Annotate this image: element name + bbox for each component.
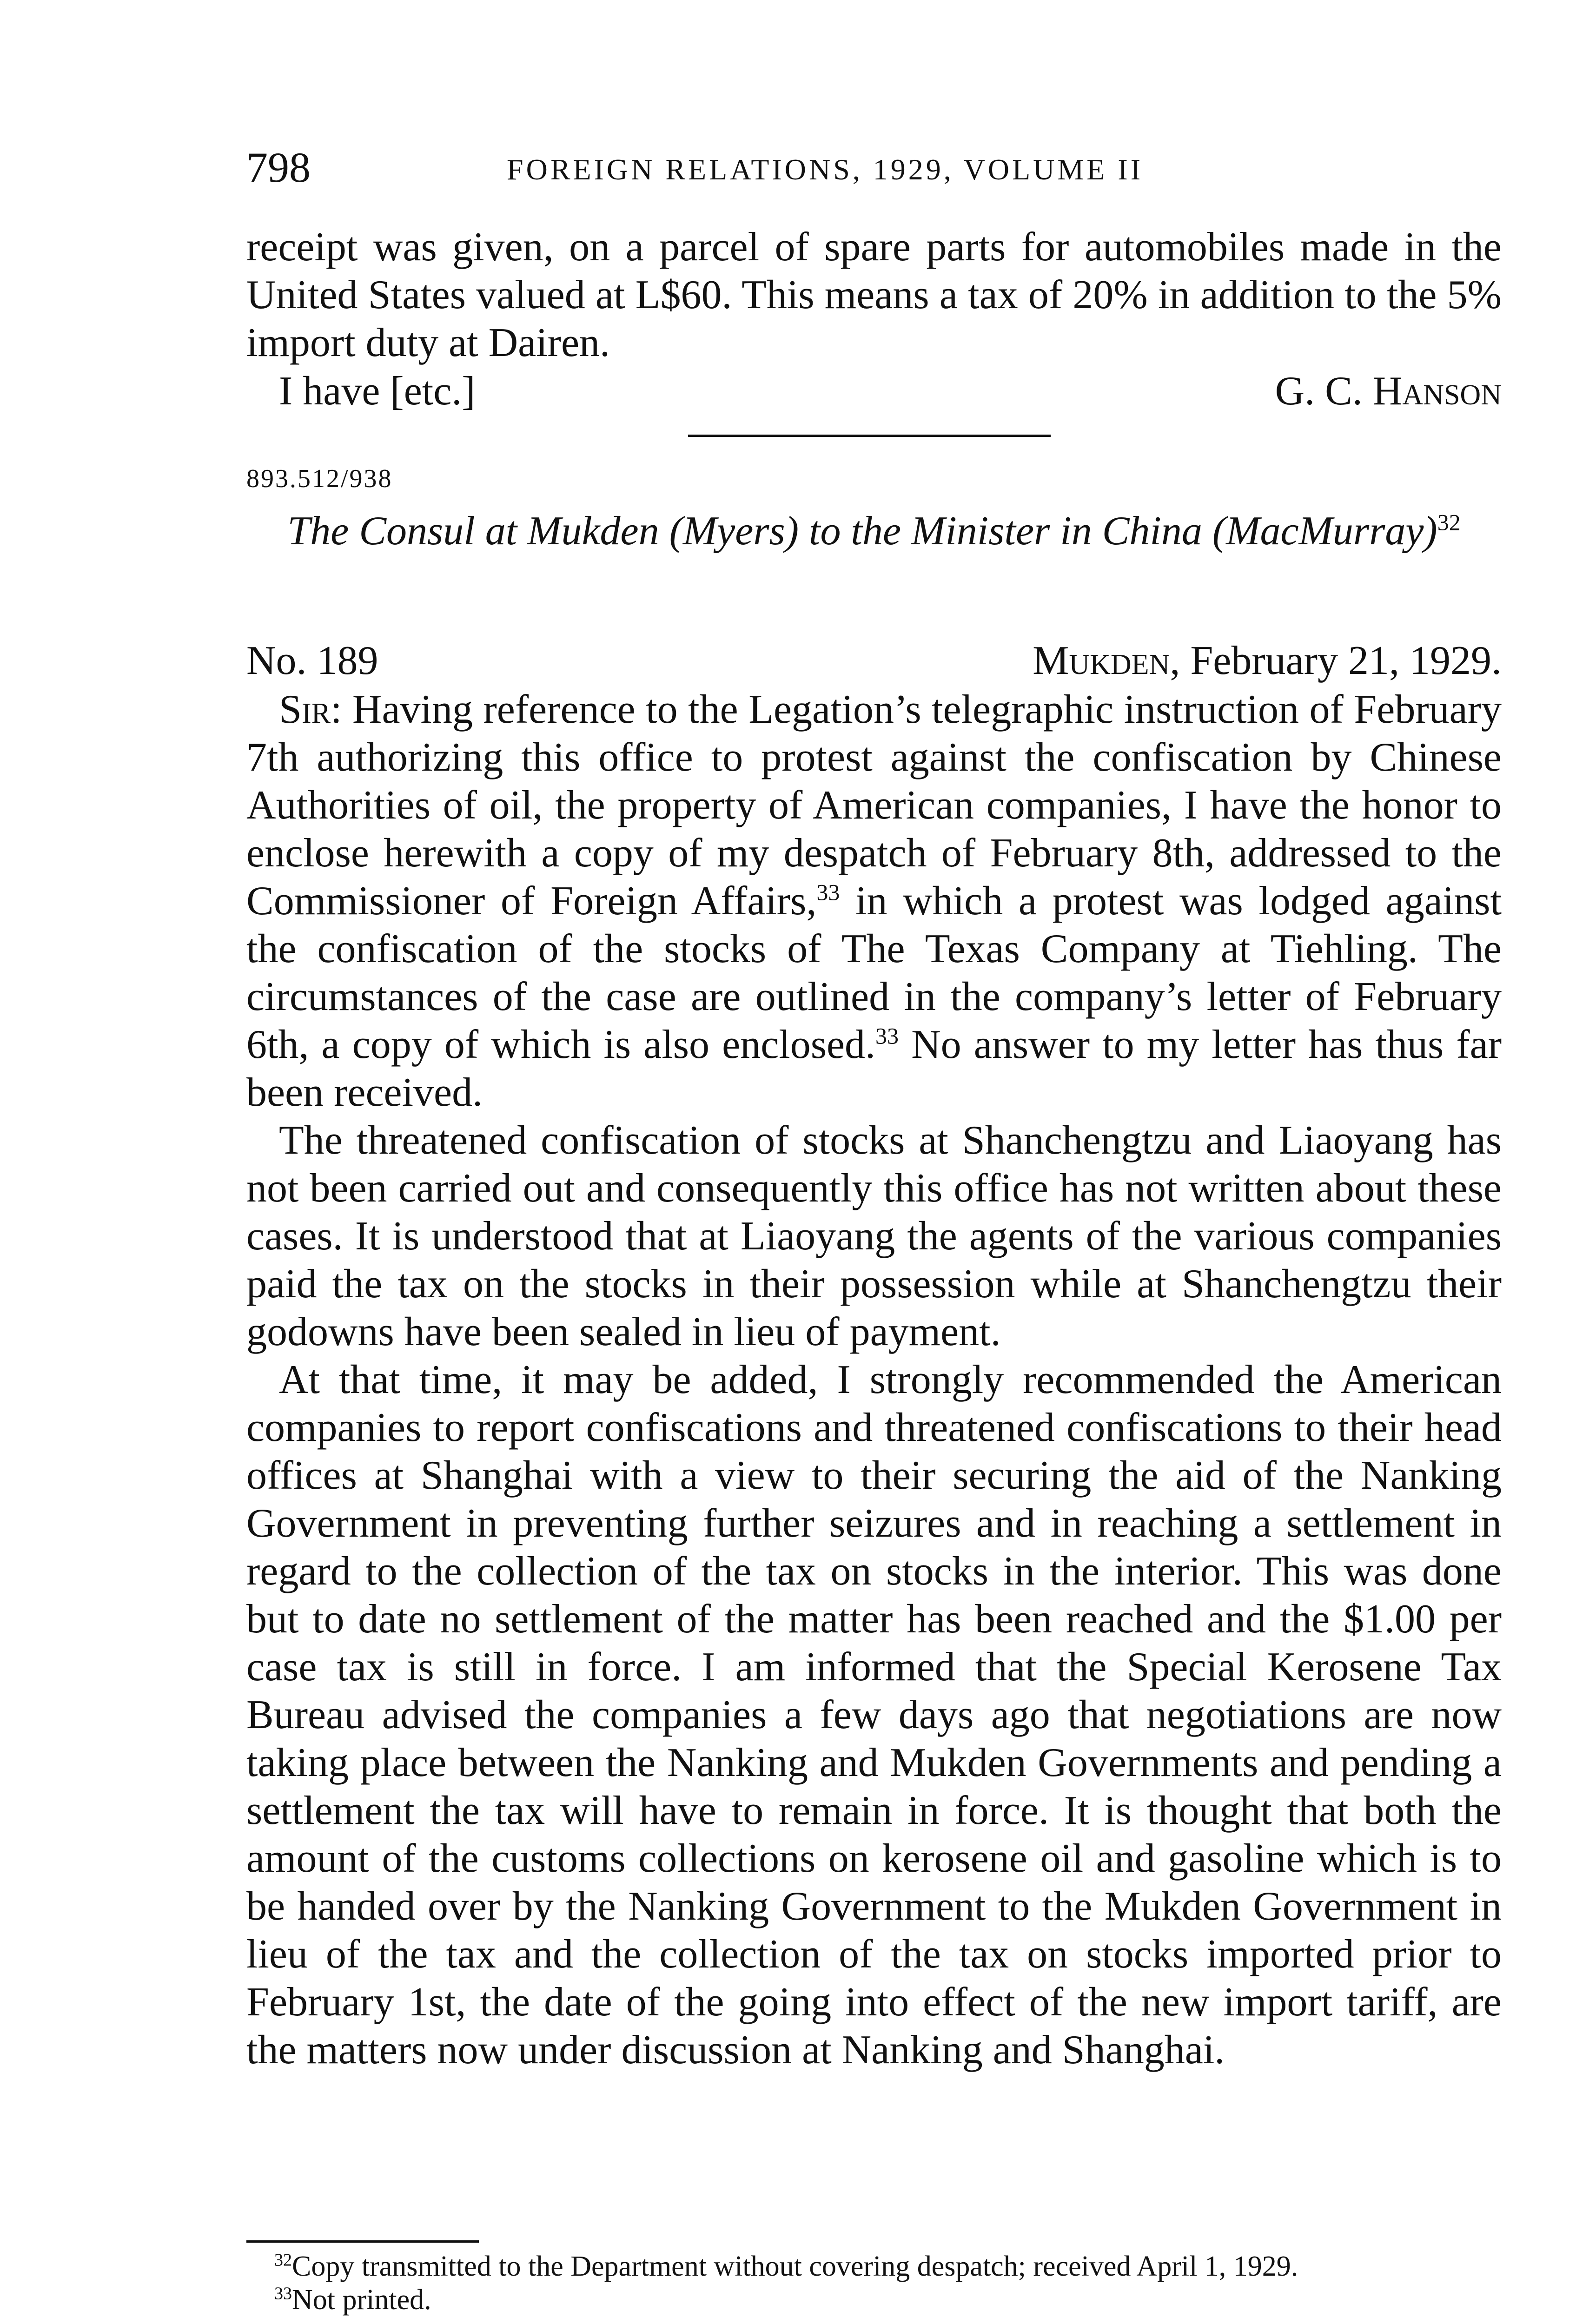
running-head	[246, 139, 1502, 195]
paragraph-1	[246, 686, 1502, 1116]
paragraph-3: At that time, it may be added, I strongly recommended the American companies to report confiscations and threatened confiscations to their head offices at Shanghai with a view to their securing the aid of the Nanking Government in preventing further seizures and in reaching a settlement in regard to the collection of the tax on stocks in the interior. This was done but to date no settlement of the matter has been reached and the $1.00 per case tax is still in force. I am informed that the Special Kerosene Tax Bureau advised the companies a few days ago that negotiations are now taking place between the Nanking and Mukden Governments and pending a settlement the tax will have to remain in force. It is thought that both the amount of the customs collections on kerosene oil and gasoline which is to be handed over by the Nanking Government to the Mukden Government in lieu of the tax and the collection of the tax on stocks imported prior to February 1st, the date of the going into effect of the new import tariff, are the matters now under discussion at Nanking and Shanghai.	[246, 1357, 1502, 2073]
document-number: No. 189	[246, 638, 378, 683]
footnote-ref-32: 32	[1437, 509, 1461, 535]
salutation: Sir	[279, 687, 331, 732]
signature: G. C. Hanson	[1275, 369, 1502, 414]
dateline-place: Mukden	[1033, 638, 1170, 683]
complimentary-close: I have [etc.]	[279, 369, 476, 414]
document-title	[246, 507, 1502, 555]
dateline-date: , February 21, 1929.	[1170, 638, 1502, 683]
letter-body	[246, 686, 1502, 2074]
page-number: 798	[246, 144, 311, 191]
document-header	[246, 637, 1502, 688]
footnote-32	[246, 2250, 1502, 2283]
footnote-ref-33-b: 33	[875, 1023, 899, 1049]
paragraph-1-part-b: in which a protest was lodged against the confiscation of the stocks of The Texas Company at Tiehling. The circumstances of the case are outlined in the company’s letter of February 6th, a copy of which is also enclosed.	[246, 878, 1502, 1067]
footnote-text-32: Copy transmitted to the Department without covering despatch; received April 1, 1929.	[292, 2251, 1298, 2282]
footnote-33	[246, 2283, 1502, 2317]
dateline	[1033, 637, 1502, 685]
paragraph-1-part-c: No answer to my letter has thus far been received.	[246, 1022, 1502, 1115]
footnote-mark-33: 33	[274, 2284, 292, 2304]
paragraph-2: The threatened confiscation of stocks at Shanchengtzu and Liaoyang has not been carried out and consequently this office has not written about these cases. It is understood that at Liaoyang the agents of the various companies paid the tax on the stocks in their possession while at Shanchengtzu their godowns have been sealed in lieu of payment.	[246, 1118, 1502, 1354]
footnote-mark-32: 32	[274, 2250, 292, 2270]
footnotes	[246, 2250, 1502, 2317]
footnote-ref-33-a: 33	[816, 879, 840, 905]
section-divider	[688, 435, 1051, 437]
closing-line	[246, 367, 1502, 418]
document-title-text: The Consul at Mukden (Myers) to the Minister in China (MacMurray)	[287, 508, 1437, 554]
file-number: 893.512/938	[246, 464, 393, 493]
footnote-text-33: Not printed.	[292, 2284, 431, 2316]
continuation-paragraph: receipt was given, on a parcel of spare parts for automobiles made in the United States valued at L$60. This means a tax of 20% in addition to the 5% import duty at Dairen.	[246, 224, 1502, 365]
footnote-divider	[246, 2240, 479, 2243]
running-title: FOREIGN RELATIONS, 1929, VOLUME II	[507, 153, 1143, 186]
paragraph-1-part-a: : Having reference to the Legation’s telegraphic instruction of February 7th authorizing this office to protest against the confiscation by Chinese Authorities of oil, the property of American companies, I have the honor to enclose herewith a copy of my despatch of February 8th, addressed to the Commissioner of Foreign Affairs,	[246, 687, 1502, 924]
